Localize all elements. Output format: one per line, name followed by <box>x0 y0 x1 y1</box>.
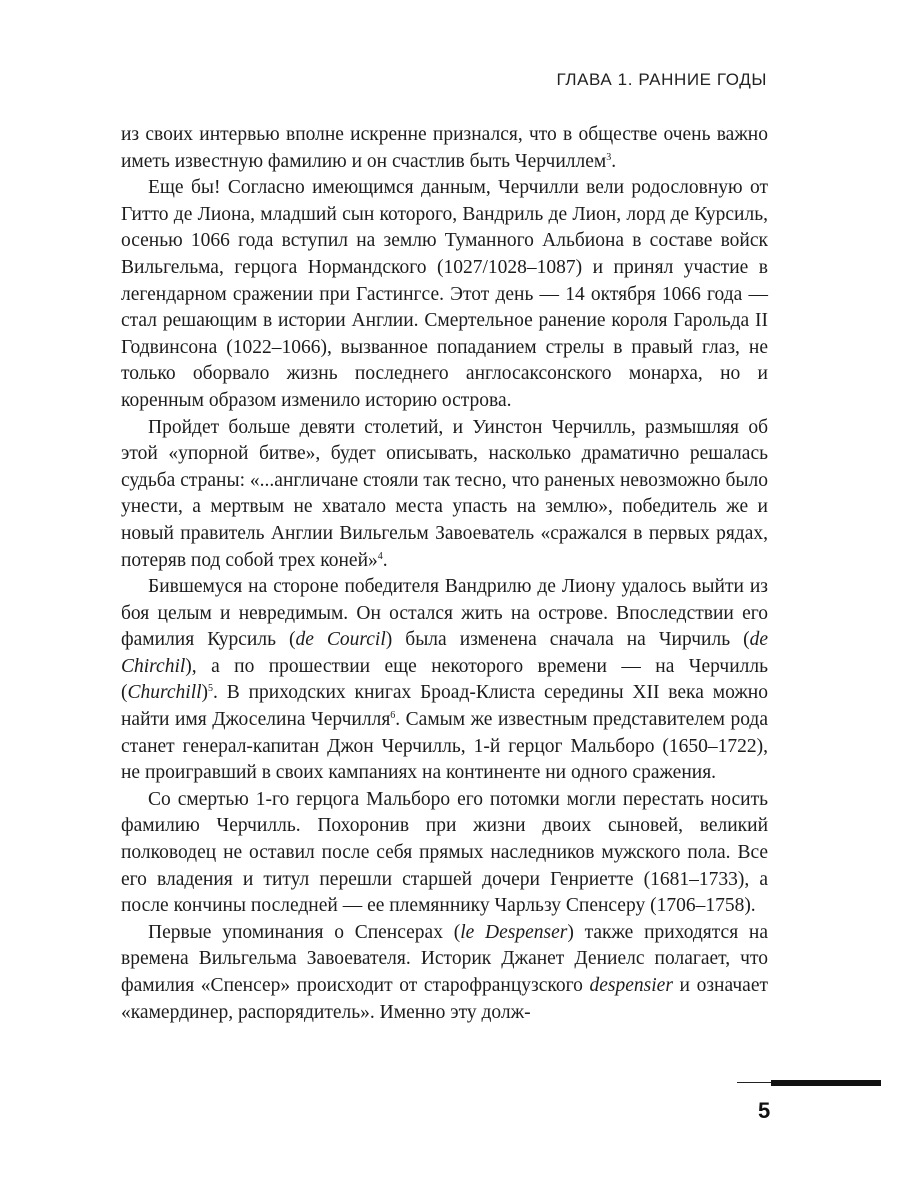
text-run: и означает «камердинер, распорядитель». Именно эту долж- <box>121 975 768 1023</box>
italic-term: de Chirchil <box>121 629 768 677</box>
text-run: из своих интервью вполне искренне признался, что в обществе очень важно иметь известную фамилию и он счастлив быть Черчиллем <box>121 124 768 172</box>
text-run: . <box>382 549 388 571</box>
italic-term: le Despenser <box>460 921 568 943</box>
text-run: Первые упоминания о Спенсерах ( <box>148 921 461 943</box>
italic-term: de Courcil <box>295 629 386 651</box>
paragraph-6 <box>121 920 768 1026</box>
footnote-ref: 6 <box>390 710 396 722</box>
page-number: 5 <box>758 1098 771 1123</box>
body-text <box>121 122 768 1026</box>
paragraph-3 <box>121 415 768 575</box>
italic-term: despensier <box>589 975 673 996</box>
paragraph-2: Еще бы! Согласно имеющимся данным, Черчилли вели родословную от Гитто де Лиона, младший сын которого, Вандриль де Лион, лорд де Курсиль, осенью 1066 года вступил на землю Туманного Альбиона в составе войск Вильгельма, герцога Нормандского (1027/1028–1087) и принял участие в легендарном сражении при Гастингсе. Этот день — 14 октября 1066 года — стал решающим в истории Англии. Смертельное ранение короля Гарольда II Годвинсона (1022–1066), вызванное попаданием стрелы в правый глаз, не только оборвало жизнь последнего англосаксонского монарха, но и коренным образом изменило историю острова. <box>121 177 768 411</box>
text-run: . <box>611 150 617 172</box>
text-run: ), а по прошествии еще некоторого времени — на Черчилль ( <box>121 655 768 704</box>
footnote-ref: 3 <box>606 151 612 163</box>
running-head: ГЛАВА 1. РАННИЕ ГОДЫ <box>556 70 767 89</box>
text-run: . В приходских книгах Броад-Клиста середины XII века можно найти имя Джоселина Черчилля <box>121 682 768 731</box>
footer-rule-thick <box>771 1080 881 1086</box>
paragraph-4 <box>121 574 768 787</box>
footnote-ref: 4 <box>377 550 383 562</box>
paragraph-1 <box>121 122 768 175</box>
text-run: ) была изменена сначала на Чирчиль ( <box>385 629 750 651</box>
text-run: ) также приходятся на времена Вильгельма Завоевателя. Историк Джанет Дениелс полагает, что фамилия «Спенсер» происходит от старофранцузского <box>121 921 769 996</box>
text-run: ) <box>201 682 209 704</box>
footer-rule-thin <box>737 1082 771 1083</box>
paragraph-5: Со смертью 1-го герцога Мальборо его потомки могли перестать носить фамилию Черчилль. Похоронив при жизни двоих сыновей, великий полководец не оставил после себя прямых наследников мужского пола. Все его владения и титул перешли старшей дочери Генриетте (1681–1733), а после кончины последней — ее племяннику Чарльзу Спенсеру (1706–1758). <box>121 788 768 917</box>
text-run: Бившемуся на стороне победителя Вандрилю де Лиону удалось выйти из боя целым и невредимым. Он остался жить на острове. Впоследствии его фамилия Курсиль ( <box>121 576 768 651</box>
footnote-ref: 5 <box>208 683 214 695</box>
italic-term: Churchill <box>127 682 202 704</box>
text-run: . Самым же известным представителем рода станет генерал-капитан Джон Черчилль, 1-й герцог Мальборо (1650–1722), не проигравший в своих кампаниях на континенте ни одного сражения. <box>121 709 768 784</box>
text-run: Пройдет больше девяти столетий, и Уинстон Черчилль, размышляя об этой «упорной битве», будет описывать, насколько драматично решалась судьба страны: «...англичане стояли так тесно, что раненых невозможно было унести, а мертвым не хватало места упасть на землю», победитель же и новый правитель Англии Вильгельм Завоеватель «сражался в первых рядах, потеряв под собой трех коней» <box>121 416 768 571</box>
